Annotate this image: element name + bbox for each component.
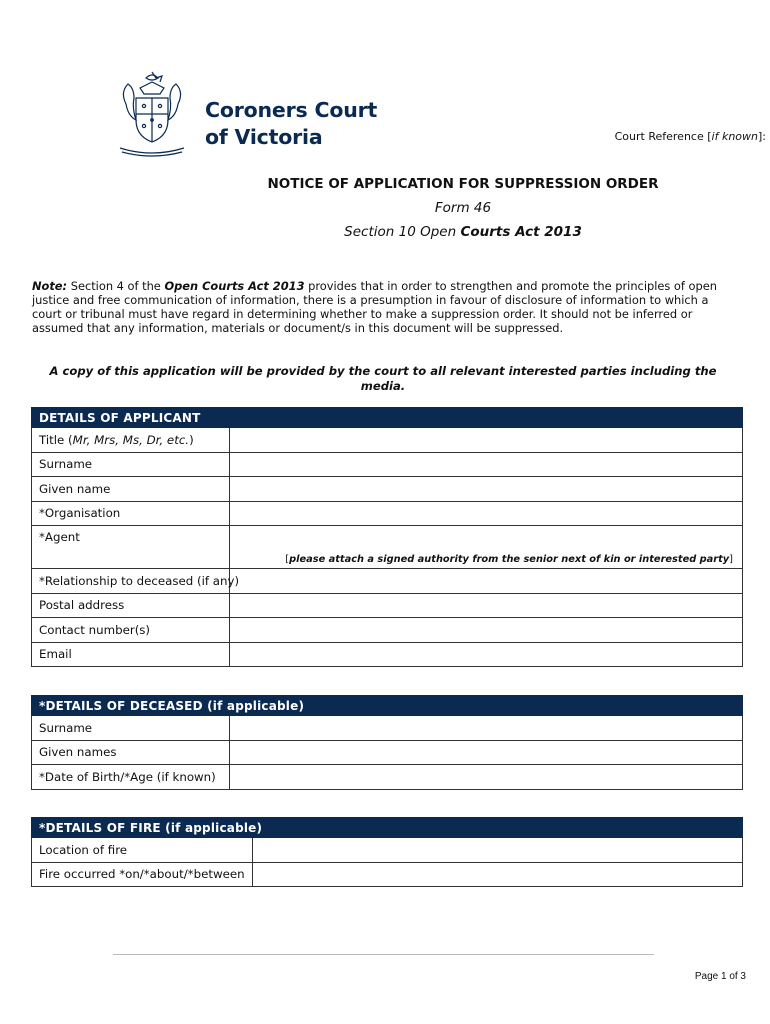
table-row [32,862,743,887]
title-field[interactable] [230,428,743,453]
table-row [32,642,743,667]
table-row [32,716,743,741]
footer-divider [113,954,654,955]
deceased-table [31,695,743,790]
deceased-surname-field[interactable] [230,716,743,741]
table-row [32,452,743,477]
fire-heading: *DETAILS OF FIRE (if applicable) [32,818,743,838]
fire-table [31,817,743,887]
copy-notice: A copy of this application will be provided by the court to all relevant interested parties including the media. [49,364,717,393]
dob-field[interactable] [230,765,743,790]
applicant-heading: DETAILS OF APPLICANT [32,408,743,428]
table-row [32,838,743,863]
relationship-label: *Relationship to deceased (if any) [32,569,230,594]
agent-label: *Agent [32,526,230,569]
table-row [32,501,743,526]
table-row [32,593,743,618]
dob-label: *Date of Birth/*Age (if known) [32,765,230,790]
contact-number-label: Contact number(s) [32,618,230,643]
note-paragraph: Note: Section 4 of the Open Courts Act 2013 provides that in order to strengthen and promote the principles of open justice and free communication of information, there is a presumption in favour of disclosure of information to which a court or tribunal must have regard in determining whether to make a suppression order. It should not be inferred or assumed that any information, materials or document/s in this document will be suppressed. [32,279,717,335]
agent-field[interactable] [230,526,743,569]
deceased-given-names-label: Given names [32,740,230,765]
title-label: Title (Mr, Mrs, Ms, Dr, etc.) [32,428,230,453]
table-row [32,740,743,765]
relationship-field[interactable] [230,569,743,594]
court-name-line-2: of Victoria [205,125,323,149]
email-label: Email [32,642,230,667]
deceased-surname-label: Surname [32,716,230,741]
email-field[interactable] [230,642,743,667]
note-act: Open Courts Act 2013 [164,279,305,293]
given-name-label: Given name [32,477,230,502]
surname-field[interactable] [230,452,743,477]
note-label: Note: [32,279,68,293]
table-row [32,526,743,569]
court-reference-label: Court Reference [if known]: [614,130,766,143]
agent-authority-note: [please attach a signed authority from the senior next of kin or interested party] [285,554,733,565]
fire-location-label: Location of fire [32,838,253,863]
fire-occurred-field[interactable] [253,862,743,887]
table-row [32,477,743,502]
applicant-table [31,407,743,667]
court-name-line-1: Coroners Court [205,98,378,122]
given-name-field[interactable] [230,477,743,502]
court-name [205,97,377,151]
table-row [32,618,743,643]
form-number: Form 46 [434,200,492,216]
deceased-given-names-field[interactable] [230,740,743,765]
coat-of-arms-logo [112,68,192,158]
table-row [32,428,743,453]
organisation-label: *Organisation [32,501,230,526]
postal-address-field[interactable] [230,593,743,618]
contact-number-field[interactable] [230,618,743,643]
page-number: Page 1 of 3 [694,971,746,982]
postal-address-label: Postal address [32,593,230,618]
deceased-heading: *DETAILS OF DECEASED (if applicable) [32,696,743,716]
table-row [32,765,743,790]
organisation-field[interactable] [230,501,743,526]
fire-location-field[interactable] [253,838,743,863]
section-reference: Section 10 Open Courts Act 2013 [344,224,582,240]
form-title: NOTICE OF APPLICATION FOR SUPPRESSION ORDER [267,176,659,192]
fire-occurred-label: Fire occurred *on/*about/*between [32,862,253,887]
surname-label: Surname [32,452,230,477]
table-row [32,569,743,594]
